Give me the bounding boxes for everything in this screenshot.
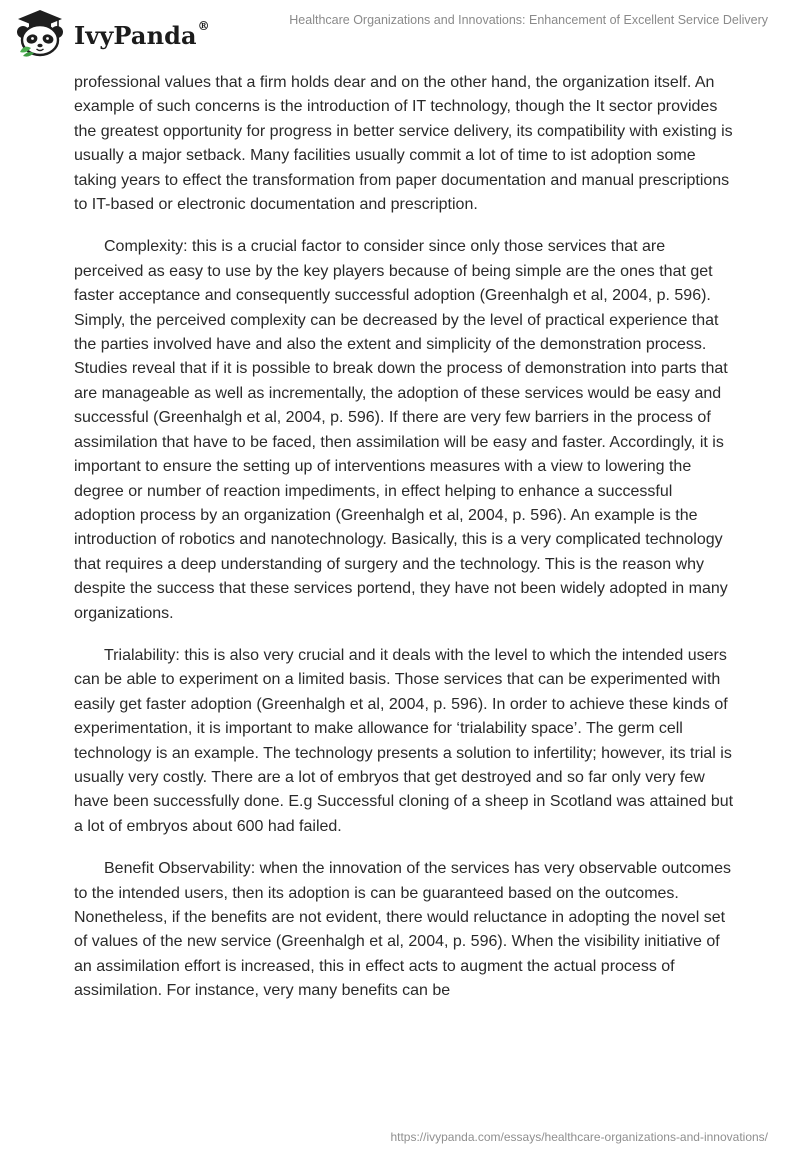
paragraph: Benefit Observability: when the innovation of the services has very observable outcomes to the intended users, then its adoption is can be guaranteed based on the outcomes. Nonetheless, if the benefits are not evident, there would reluctance in adopting the novel set of values of the new service (Greenhalgh et al, 2004, p. 596). When the visibility initiative of an assimilation effort is increased, this in effect acts to augment the actual process of assimilation. For instance, very many benefits can be: [74, 860, 731, 1000]
document-title: Healthcare Organizations and Innovations: Enhancement of Excellent Service Delivery: [289, 13, 768, 27]
source-url[interactable]: https://ivypanda.com/essays/healthcare-organizations-and-innovations/: [390, 1130, 768, 1144]
brand-name: IvyPanda®: [74, 18, 210, 50]
registered-mark: ®: [197, 18, 210, 33]
brand-logo[interactable]: [14, 8, 210, 58]
paragraph: Complexity: this is a crucial factor to consider since only those services that are perceived as easy to use by the key players because of being simple are the ones that get faster acceptance and consequently successful adoption (Greenhalgh et al, 2004, p. 596). Simply, the perceived complexity can be decreased by the level of practical experience that the parties involved have and also the extent and simplicity of the demonstration process. Studies reveal that if it is possible to break down the process of demonstration into parts that are manageable as well as incrementally, the adoption of these services would be easy and successful (Greenhalgh et al, 2004, p. 596). If there are very few barriers in the process of assimilation that have to be faced, then assimilation will be easy and faster. Accordingly, it is important to ensure the setting up of interventions measures with a view to lowering the degree or number of reaction impediments, in effect helping to enhance a successful adoption process by an organization (Greenhalgh et al, 2004, p. 596). An example is the introduction of robotics and nanotechnology. Basically, this is a very complicated technology that requires a deep understanding of surgery and the technology. This is the reason why despite the success that these services portend, they have not been widely adopted in many organizations.: [74, 238, 728, 622]
panda-graduate-icon: [14, 8, 66, 58]
page-header: [0, 0, 800, 70]
paragraph: Trialability: this is also very crucial and it deals with the level to which the intended users can be able to experiment on a limited basis. Those services that can be experimented with easily get faster adoption (Greenhalgh et al, 2004, p. 596). In order to achieve these kinds of experimentation, it is important to make allowance for ‘trialability space’. The germ cell technology is an example. The technology presents a solution to infertility; however, its trial is usually very costly. There are a lot of embryos that get destroyed and so far only very few have been successfully done. E.g Successful cloning of a sheep in Scotland was attained but a lot of embryos about 600 had failed.: [74, 646, 734, 835]
paragraph: professional values that a firm holds dear and on the other hand, the organization itself. An example of such concerns is the introduction of IT technology, though the It sector provides the greatest opportunity for progress in better service delivery, its compatibility with existing is usually a major setback. Many facilities usually commit a lot of time to ist adoption some taking years to effect the transformation from paper documentation and manual prescriptions to IT-based or electronic documentation and prescription.: [74, 74, 733, 214]
essay-body: [74, 71, 736, 1022]
